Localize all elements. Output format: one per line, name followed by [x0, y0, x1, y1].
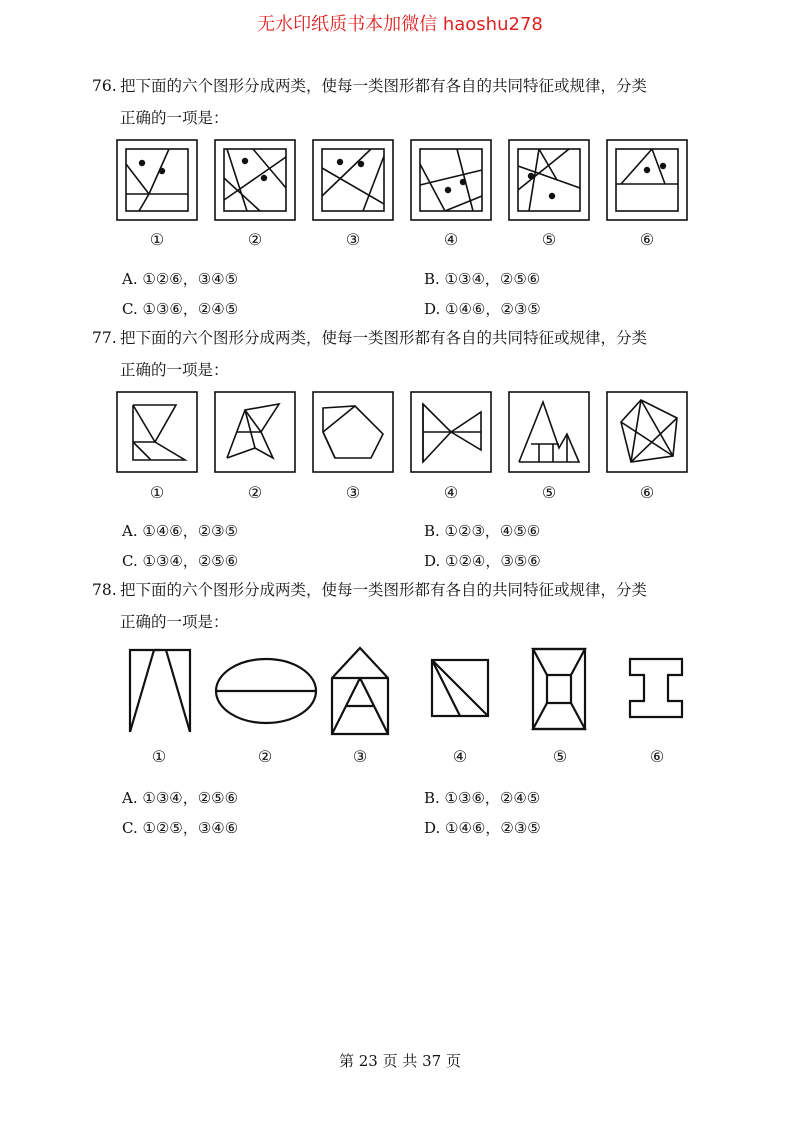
q78-figure-2: [216, 659, 316, 723]
question-78: [92, 574, 722, 638]
q78-figure-4: [432, 660, 488, 716]
q76-option-a[interactable]: A. ①②⑥，③④⑤: [122, 270, 239, 288]
q78-option-d[interactable]: D. ①④⑥，②③⑤: [424, 819, 541, 837]
q78-label-6: ⑥: [649, 747, 665, 766]
q77-label-6: ⑥: [639, 483, 655, 502]
q77-figure-3: [313, 392, 393, 472]
q78-figure-5: [533, 649, 585, 729]
q76-option-b[interactable]: B. ①③④，②⑤⑥: [424, 270, 541, 288]
q76-label-2: ②: [247, 230, 263, 249]
q77-option-b[interactable]: B. ①②③，④⑤⑥: [424, 522, 541, 540]
q77-label-2: ②: [247, 483, 263, 502]
q77-option-a[interactable]: A. ①④⑥，②③⑤: [122, 522, 239, 540]
q76-figure-3: [313, 140, 393, 220]
q76-label-3: ③: [345, 230, 361, 249]
q76-figure-5: [509, 140, 589, 220]
q78-figure-6: [630, 659, 682, 717]
q76-label-1: ①: [149, 230, 165, 249]
question-77: [92, 322, 722, 386]
q78-label-3: ③: [352, 747, 368, 766]
q77-label-4: ④: [443, 483, 459, 502]
question-text-line1: 把下面的六个图形分成两类，使每一类图形都有各自的共同特征或规律，分类: [120, 581, 648, 599]
q77-label-5: ⑤: [541, 483, 557, 502]
question-text-line2: 正确的一项是：: [120, 361, 229, 379]
q77-option-c[interactable]: C. ①③④，②⑤⑥: [122, 552, 239, 570]
question-76: [92, 70, 722, 134]
q78-label-5: ⑤: [552, 747, 568, 766]
q76-label-4: ④: [443, 230, 459, 249]
q76-label-5: ⑤: [541, 230, 557, 249]
question-number: 78.: [92, 581, 117, 599]
q78-option-a[interactable]: A. ①③④，②⑤⑥: [122, 789, 239, 807]
q76-label-6: ⑥: [639, 230, 655, 249]
q78-figure-1: [130, 650, 190, 732]
q76-figure-1: [117, 140, 197, 220]
q78-figure-3: [332, 648, 388, 734]
page-footer: 第 23 页 共 37 页: [338, 1052, 461, 1070]
q76-figure-2: [215, 140, 295, 220]
q76-figure-6: [607, 140, 687, 220]
q77-figures: [0, 387, 800, 477]
question-text-line2: 正确的一项是：: [120, 613, 229, 631]
q77-figure-4: [411, 392, 491, 472]
q77-option-d[interactable]: D. ①②④，③⑤⑥: [424, 552, 541, 570]
q77-label-1: ①: [149, 483, 165, 502]
question-text-line2: 正确的一项是：: [120, 109, 229, 127]
q77-figure-2: [215, 392, 295, 472]
q77-figure-1: [117, 392, 197, 472]
question-text-line1: 把下面的六个图形分成两类，使每一类图形都有各自的共同特征或规律，分类: [120, 77, 648, 95]
q76-option-d[interactable]: D. ①④⑥，②③⑤: [424, 300, 541, 318]
question-number: 77.: [92, 329, 117, 347]
q76-option-c[interactable]: C. ①③⑥，②④⑤: [122, 300, 239, 318]
q77-figure-6: [607, 392, 687, 472]
q77-label-3: ③: [345, 483, 361, 502]
q76-figure-4: [411, 140, 491, 220]
q78-figures: [0, 645, 800, 740]
q78-label-4: ④: [452, 747, 468, 766]
q76-figures: [0, 135, 800, 230]
q78-option-b[interactable]: B. ①③⑥，②④⑤: [424, 789, 541, 807]
question-number: 76.: [92, 77, 117, 95]
watermark-text: 无水印纸质书本加微信 haoshu278: [257, 14, 543, 35]
q78-option-c[interactable]: C. ①②⑤，③④⑥: [122, 819, 239, 837]
q78-label-2: ②: [257, 747, 273, 766]
question-text-line1: 把下面的六个图形分成两类，使每一类图形都有各自的共同特征或规律，分类: [120, 329, 648, 347]
q78-label-1: ①: [151, 747, 167, 766]
q77-figure-5: [509, 392, 589, 472]
